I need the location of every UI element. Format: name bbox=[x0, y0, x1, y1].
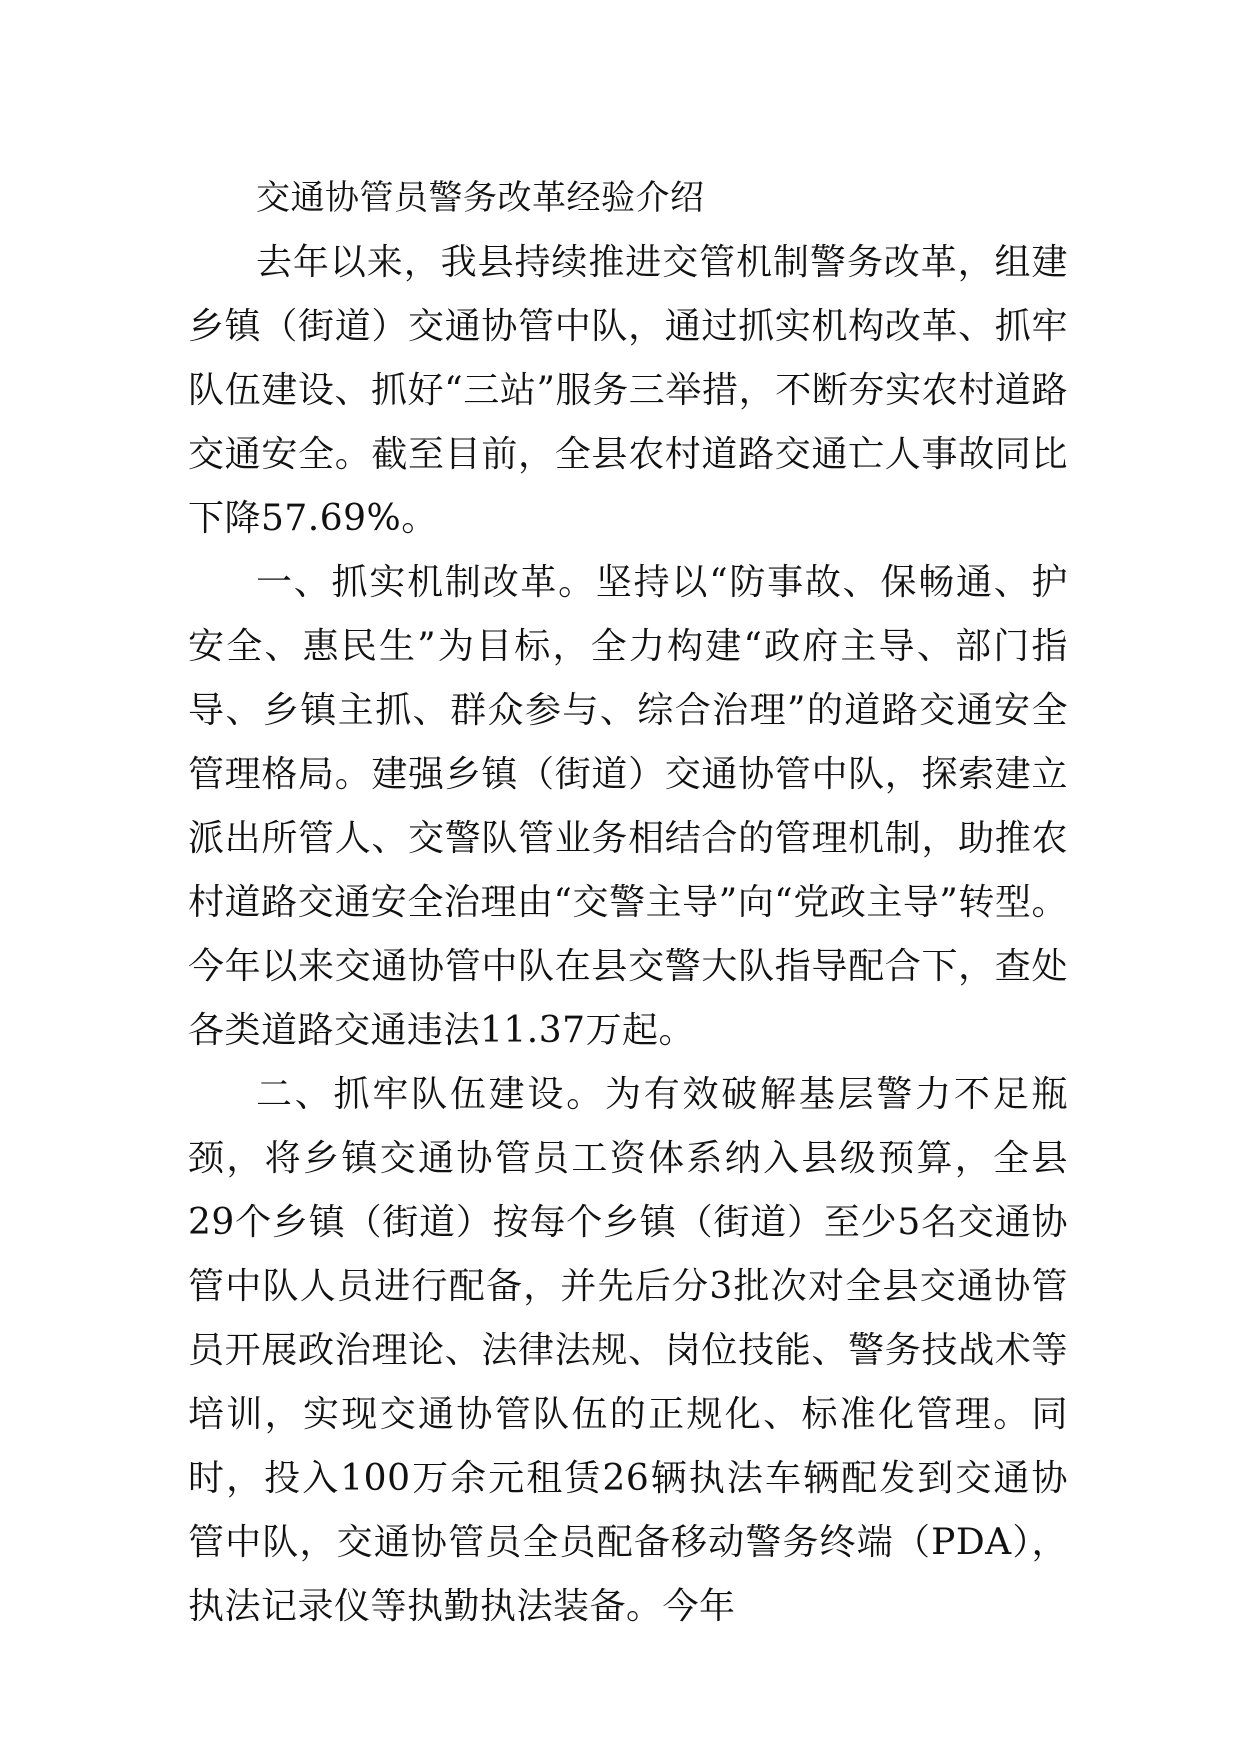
paragraph-team-building: 二、抓牢队伍建设。为有效破解基层警力不足瓶颈，将乡镇交通协管员工资体系纳入县级预算，全县29个乡镇（街道）按每个乡镇（街道）至少5名交通协管中队人员进行配备，并先后分3批次对全县交通协管员开展政治理论、法律法规、岗位技能、警务技战术等培训，实现交通协管队伍的正规化、标准化管理。同时，投入100万余元租赁26辆执法车辆配发到交通协管中队，交通协管员全员配备移动警务终端（PDA），执法记录仪等执勤执法装备。今年 bbox=[188, 1074, 1068, 1627]
document-body bbox=[188, 165, 1068, 1639]
paragraph-intro: 去年以来，我县持续推进交管机制警务改革，组建乡镇（街道）交通协管中队，通过抓实机构改革、抓牢队伍建设、抓好“三站”服务三举措，不断夯实农村道路交通安全。截至目前，全县农村道路交通亡人事故同比下降57.69%。 bbox=[188, 242, 1068, 539]
document-title: 交通协管员警务改革经验介绍 bbox=[256, 178, 705, 218]
paragraph-mechanism-reform: 一、抓实机制改革。坚持以“防事故、保畅通、护安全、惠民生”为目标，全力构建“政府主导、部门指导、乡镇主抓、群众参与、综合治理”的道路交通安全管理格局。建强乡镇（街道）交通协管中队，探索建立派出所管人、交警队管业务相结合的管理机制，助推农村道路交通安全治理由“交警主导”向“党政主导”转型。今年以来交通协管中队在县交警大队指导配合下，查处各类道路交通违法11.37万起。 bbox=[188, 562, 1068, 1051]
